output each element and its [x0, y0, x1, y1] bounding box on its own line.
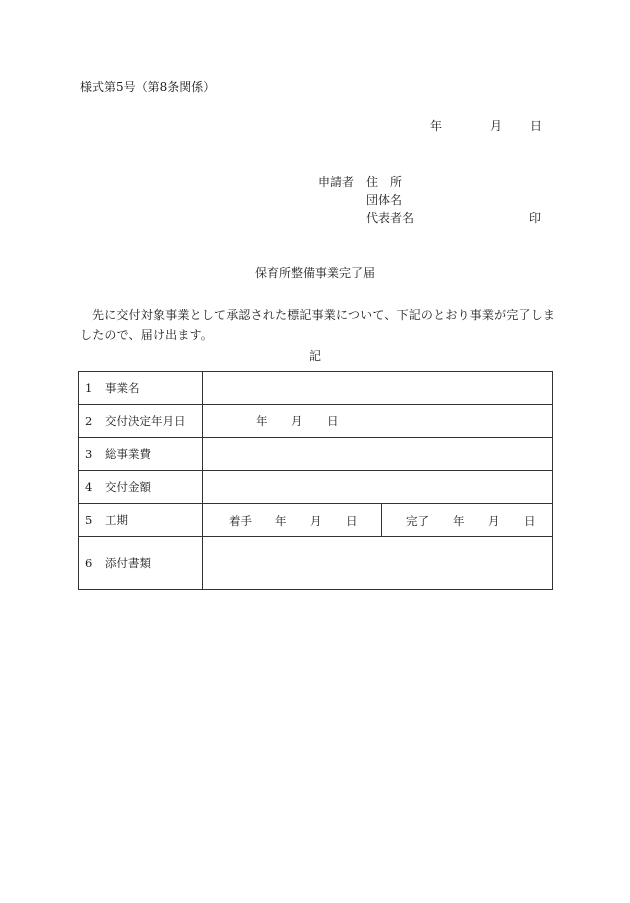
row-label: [79, 372, 203, 405]
row-number: 1: [85, 381, 93, 395]
decision-date-field[interactable]: [203, 405, 553, 438]
row-number: 5: [85, 513, 93, 527]
date-month-label: 月: [490, 119, 503, 133]
period-end-field[interactable]: [381, 504, 552, 536]
row-label: [79, 438, 203, 471]
decision-day-label: 日: [327, 414, 339, 428]
address-label: 住 所: [366, 175, 403, 189]
project-name-field[interactable]: [203, 372, 553, 405]
row-label: [79, 471, 203, 504]
period-end-year: 年: [453, 514, 465, 528]
period-cell: [203, 504, 552, 536]
table-row: [79, 504, 553, 537]
decision-year-label: 年: [256, 414, 268, 428]
row-label-text: 添付書類: [105, 556, 151, 570]
period-start-label: 着手: [229, 514, 252, 528]
ki-heading: 記: [308, 349, 321, 363]
period-start-month: 月: [310, 514, 322, 528]
row-label-text: 事業名: [105, 381, 140, 395]
row-label-text: 交付決定年月日: [105, 414, 186, 428]
table-row: [79, 405, 553, 438]
table-row: [79, 372, 553, 405]
grant-amount-field[interactable]: [203, 471, 553, 504]
attachments-field[interactable]: [203, 537, 553, 590]
table-row: [79, 537, 553, 590]
document-title: 保育所整備事業完了届: [254, 266, 375, 280]
seal-mark: 印: [529, 211, 542, 225]
row-number: 2: [85, 414, 93, 428]
period-end-label: 完了: [406, 514, 429, 528]
date-day-label: 日: [530, 119, 543, 133]
group-name-label: 団体名: [366, 193, 403, 207]
row-label-text: 工期: [105, 513, 128, 527]
period-end-day: 日: [524, 514, 536, 528]
applicant-label: 申請者: [318, 175, 355, 189]
decision-date: [203, 413, 552, 429]
construction-period-field: [203, 504, 553, 537]
row-label: [79, 537, 203, 590]
period-start-field[interactable]: [203, 504, 382, 536]
period-start-year: 年: [275, 514, 287, 528]
form-number: 様式第5号（第8条関係）: [80, 80, 216, 94]
total-cost-field[interactable]: [203, 438, 553, 471]
body-text: 先に交付対象事業として承認された標記事業について、下記のとおり事業が完了しましたので、届け出ます。: [80, 308, 556, 342]
period-end-month: 月: [488, 514, 500, 528]
period-start-day: 日: [346, 514, 358, 528]
decision-month-label: 月: [291, 414, 303, 428]
row-number: 4: [85, 480, 93, 494]
row-number: 6: [85, 556, 93, 570]
row-label-text: 総事業費: [105, 447, 151, 461]
representative-label: 代表者名: [366, 211, 415, 225]
submission-date-line: [430, 119, 542, 133]
row-label: [79, 504, 203, 537]
table-row: [79, 438, 553, 471]
row-label-text: 交付金額: [105, 480, 151, 494]
items-table: [78, 371, 553, 590]
row-number: 3: [85, 447, 93, 461]
date-year-label: 年: [430, 119, 443, 133]
row-label: [79, 405, 203, 438]
table-row: [79, 471, 553, 504]
